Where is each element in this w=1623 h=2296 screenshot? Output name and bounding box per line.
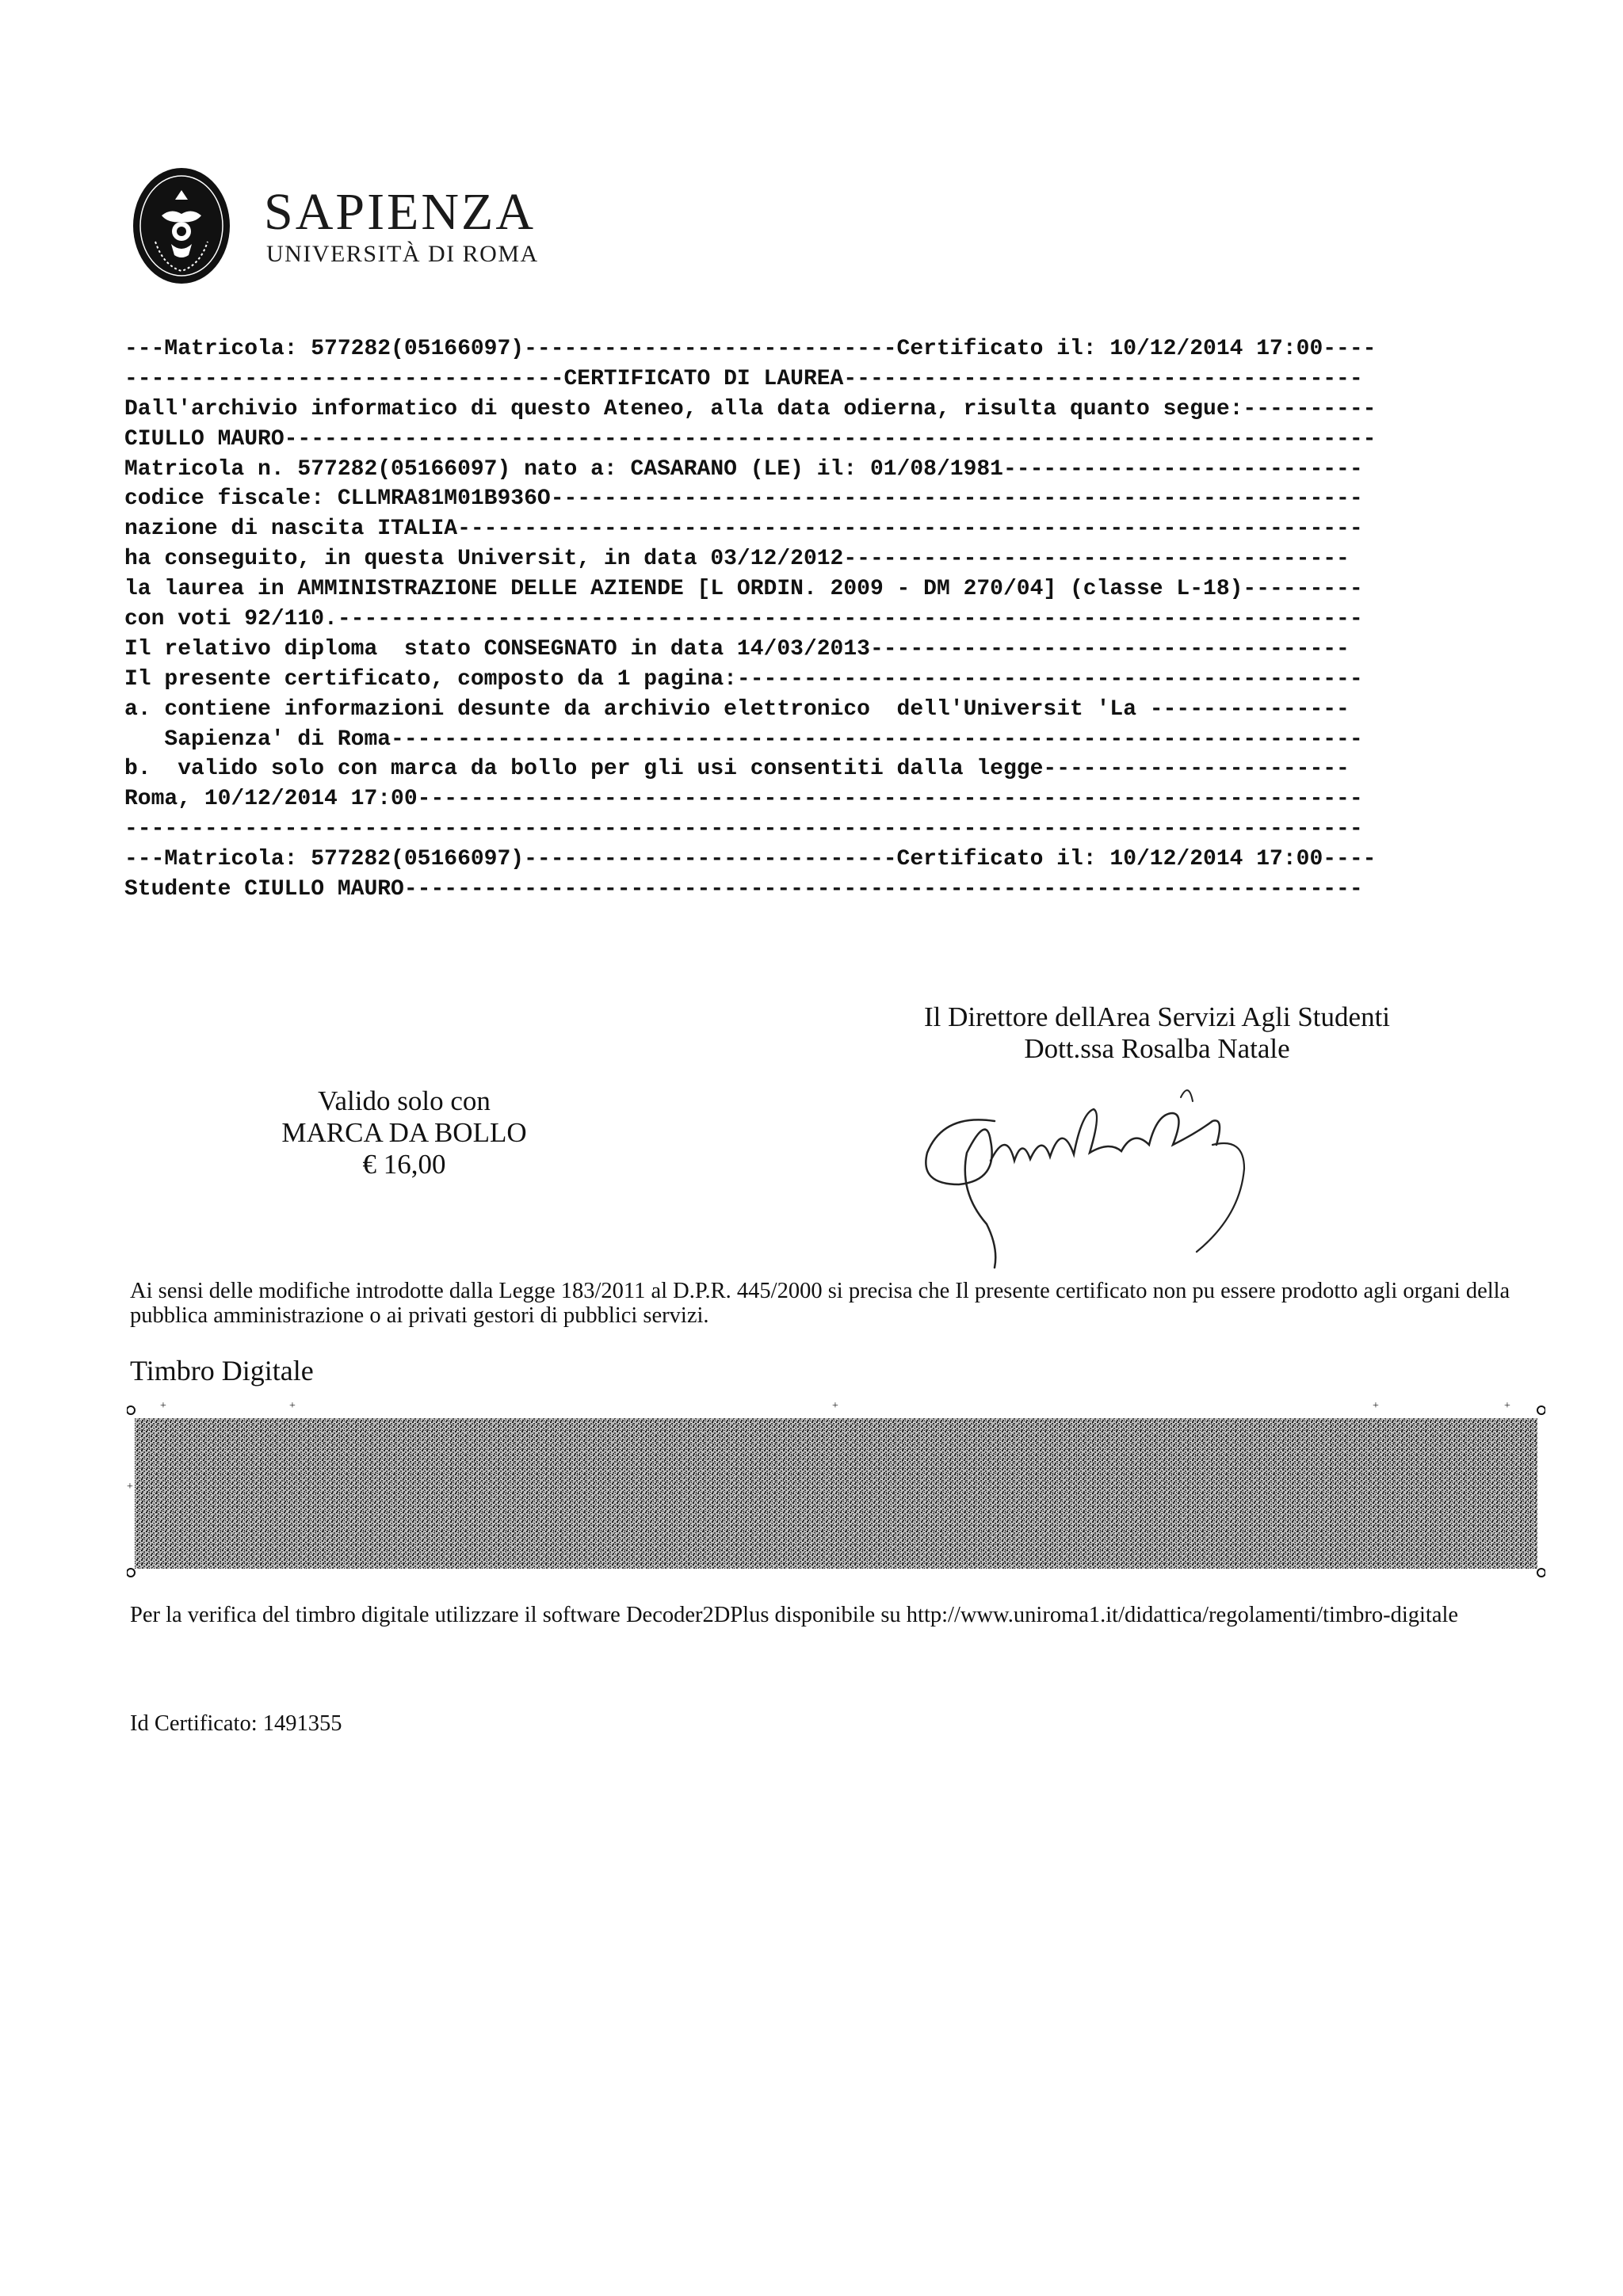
cert-line-degree: la laurea in AMMINISTRAZIONE DELLE AZIENDE [L ORDIN. 2009 - DM 270/04] (classe L-18)--------- <box>124 577 1363 602</box>
cert-line-info-a: a. contiene informazioni desunte da archivio elettronico dell'Universit 'La --------------- <box>124 696 1350 722</box>
cert-line-diploma: Il relativo diploma stato CONSEGNATO in data 14/03/2013------------------------------------ <box>124 636 1350 662</box>
svg-text:+: + <box>160 1402 166 1412</box>
cert-line-info-a-cont: Sapienza' di Roma------------------------------------------------------------------------- <box>124 727 1363 752</box>
director-title: Il Direttore dellArea Servizi Agli Studenti <box>923 1001 1391 1032</box>
university-seal-logo <box>132 166 231 285</box>
cert-line-title: ---------------------------------CERTIFICATO DI LAUREA--------------------------------------- <box>124 366 1363 391</box>
university-name: SAPIENZA <box>264 183 537 241</box>
university-subtitle: UNIVERSITÀ DI ROMA <box>266 241 539 267</box>
certificate-text-block <box>124 334 1507 905</box>
cert-line-birth: Matricola n. 577282(05166097) nato a: CASARANO (LE) il: 01/08/1981--------------------------- <box>124 456 1363 482</box>
stamp-notice-amount: € 16,00 <box>362 1149 446 1180</box>
director-name: Dott.ssa Rosalba Natale <box>1024 1033 1290 1064</box>
cert-line-intro: Dall'archivio informatico di questo Ateneo, alla data odierna, risulta quanto segue:---------- <box>124 396 1377 421</box>
cert-line-separator: --------------------------------------------------------------------------------------------- <box>124 817 1363 842</box>
svg-text:+: + <box>1373 1402 1379 1412</box>
svg-text:+: + <box>832 1402 838 1412</box>
verification-notice: Per la verifica del timbro digitale utilizzare il software Decoder2DPlus disponibile su http://www.uniroma1.it/didattica/regolamenti/timbro-digitale <box>130 1603 1459 1627</box>
svg-text:+: + <box>127 1481 133 1493</box>
cert-line-place-date: Roma, 10/12/2014 17:00----------------------------------------------------------------------- <box>124 787 1363 812</box>
digital-stamp-label: Timbro Digitale <box>130 1355 314 1386</box>
stamp-notice-line-2: MARCA DA BOLLO <box>281 1117 527 1148</box>
svg-text:+: + <box>289 1402 296 1412</box>
handwritten-signature <box>911 1066 1284 1272</box>
svg-text:+: + <box>1504 1402 1510 1412</box>
cert-line-student-footer: Studente CIULLO MAURO------------------------------------------------------------------------ <box>124 877 1363 902</box>
cert-line-grade: con voti 92/110.----------------------------------------------------------------------------- <box>124 607 1363 632</box>
cert-line-matricola-footer: ---Matricola: 577282(05166097)----------------------------Certificato il: 10/12/2014 17:00---- <box>124 847 1377 872</box>
cert-line-matricola-header: ---Matricola: 577282(05166097)----------------------------Certificato il: 10/12/2014 17:00---- <box>124 337 1377 361</box>
cert-line-nationality: nazione di nascita ITALIA-------------------------------------------------------------------- <box>124 517 1363 542</box>
certificate-id: Id Certificato: 1491355 <box>130 1711 342 1736</box>
stamp-notice-line-1: Valido solo con <box>318 1085 491 1116</box>
digital-stamp-barcode <box>127 1402 1545 1581</box>
cert-line-graduation-date: ha conseguito, in questa Universit, in data 03/12/2012-------------------------------------- <box>124 547 1350 572</box>
legal-notice: Ai sensi delle modifiche introdotte dalla Legge 183/2011 al D.P.R. 445/2000 si precisa che Il presente certificato non pu essere prodotto agli organi della pubblica amministrazione o ai privati gestori di pubblici servizi. <box>130 1279 1510 1328</box>
cert-line-fiscal-code: codice fiscale: CLLMRA81M01B936O------------------------------------------------------------- <box>124 486 1363 512</box>
cert-line-student-name: CIULLO MAURO---------------------------------------------------------------------------------- <box>124 426 1377 452</box>
cert-line-info-b: b. valido solo con marca da bollo per gli usi consentiti dalla legge----------------------- <box>124 757 1350 782</box>
cert-line-pages: Il presente certificato, composto da 1 pagina:----------------------------------------------- <box>124 666 1363 692</box>
